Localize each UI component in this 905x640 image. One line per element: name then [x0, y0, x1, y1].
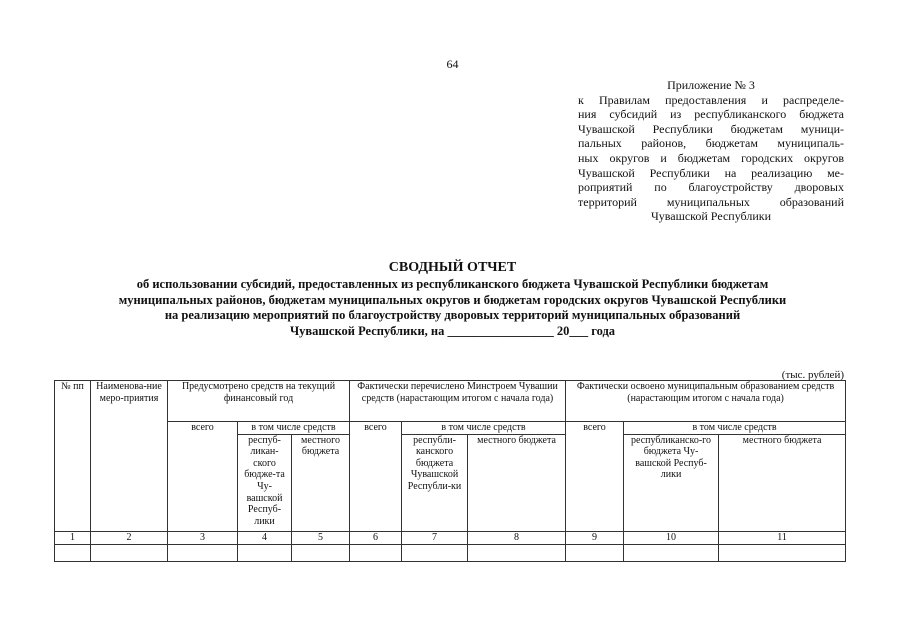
appendix-line: ных округов и бюджетам городских округов — [578, 150, 844, 165]
appendix-line: роприятий по благоустройству дворовых — [578, 180, 844, 195]
column-number: 7 — [402, 531, 468, 544]
column-number: 2 — [91, 531, 168, 544]
appendix-line: территорий муниципальных образований — [578, 194, 844, 209]
header-total: всего — [566, 422, 624, 532]
column-number: 4 — [238, 531, 292, 544]
column-number-row — [55, 531, 846, 544]
appendix-line: к Правилам предоставления и распределе- — [578, 92, 844, 107]
empty-cell — [402, 544, 468, 561]
column-number: 5 — [292, 531, 350, 544]
empty-cell — [624, 544, 719, 561]
column-number: 10 — [624, 531, 719, 544]
header-local-budget: местного бюджета — [292, 434, 350, 531]
empty-cell — [468, 544, 566, 561]
header-row — [55, 381, 846, 422]
header-local-budget: местного бюджета — [468, 434, 566, 531]
empty-cell — [238, 544, 292, 561]
header-total: всего — [168, 422, 238, 532]
header-republic-budget: респуб-ликан-ского бюдже-та Чу-вашской Респуб-лики — [238, 434, 292, 531]
appendix-line: пальных районов, бюджетам муниципаль- — [578, 136, 844, 151]
empty-cell — [168, 544, 238, 561]
report-subtitle — [60, 277, 845, 339]
empty-cell — [350, 544, 402, 561]
report-subtitle-line: муниципальных районов, бюджетам муниципальных округов и бюджетам городских округов Чувашской Республики — [118, 292, 787, 307]
header-group-planned: Предусмотрено средств на текущий финансовый год — [168, 381, 350, 422]
appendix-line: Чувашской Республики на реализацию ме- — [578, 165, 844, 180]
column-number: 3 — [168, 531, 238, 544]
empty-cell — [91, 544, 168, 561]
page-number: 64 — [446, 57, 459, 71]
header-republic-budget: республиканско-го бюджета Чу-вашской Респуб-лики — [624, 434, 719, 531]
header-local-budget: местного бюджета — [719, 434, 846, 531]
header-republic-budget: республи-канского бюджета Чувашской Республи-ки — [402, 434, 468, 531]
appendix-line: ния субсидий из республиканского бюджета — [578, 107, 844, 122]
units-label: (тыс. рублей) — [781, 369, 844, 381]
empty-cell — [566, 544, 624, 561]
empty-cell — [719, 544, 846, 561]
appendix-block — [578, 78, 844, 224]
appendix-line: Чувашской Республики бюджетам муници- — [578, 121, 844, 136]
report-subtitle-line: об использовании субсидий, предоставленных из республиканского бюджета Чувашской Республики бюджетам — [136, 277, 769, 291]
column-number: 6 — [350, 531, 402, 544]
header-including: в том числе средств — [402, 422, 566, 435]
header-including: в том числе средств — [238, 422, 350, 435]
subheader-row — [55, 422, 846, 435]
header-name: Наименова-ние меро-приятия — [91, 381, 168, 532]
header-including: в том числе средств — [624, 422, 846, 435]
column-number: 9 — [566, 531, 624, 544]
column-number: 8 — [468, 531, 566, 544]
report-subtitle-line: на реализацию мероприятий по благоустройству дворовых территорий муниципальных образований — [164, 308, 741, 322]
column-number: 11 — [719, 531, 846, 544]
report-table — [54, 380, 846, 562]
empty-cell — [292, 544, 350, 561]
report-title: СВОДНЫЙ ОТЧЕТ — [388, 260, 517, 275]
empty-cell — [55, 544, 91, 561]
header-no: № пп — [55, 381, 91, 532]
empty-data-row — [55, 544, 846, 561]
header-group-used: Фактически освоено муниципальным образованием средств (нарастающим итогом с начала года) — [566, 381, 846, 422]
column-number: 1 — [55, 531, 91, 544]
appendix-last-line: Чувашской Республики — [650, 209, 772, 224]
appendix-title: Приложение № 3 — [667, 78, 755, 92]
header-total: всего — [350, 422, 402, 532]
report-subtitle-line: Чувашской Республики, на _________________ 20___ года — [289, 323, 616, 338]
header-group-transferred: Фактически перечислено Минстроем Чувашии средств (нарастающим итогом с начала года) — [350, 381, 566, 422]
